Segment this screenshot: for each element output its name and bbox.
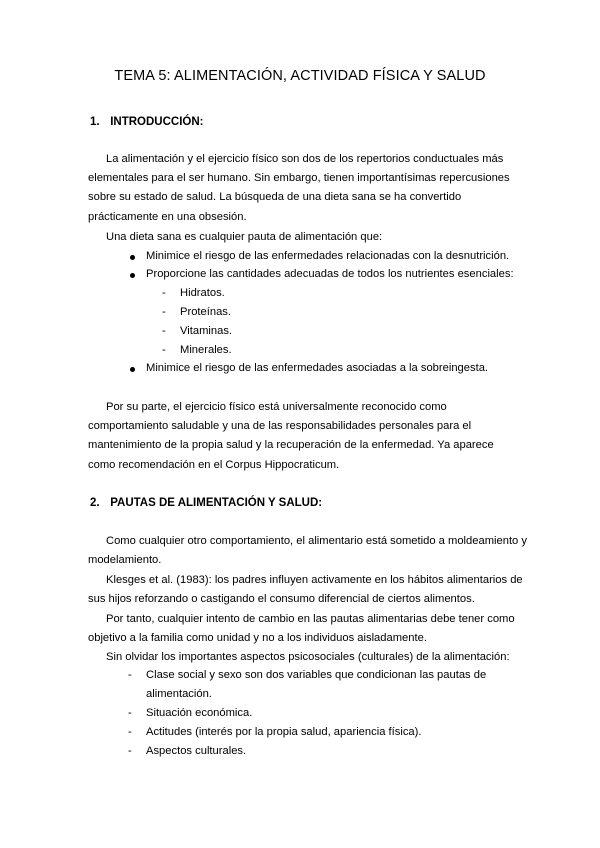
aspect-item-4 bbox=[128, 742, 516, 761]
nutrient-item-3 bbox=[162, 325, 233, 337]
section-1-title: INTRODUCCIÓN: bbox=[110, 116, 204, 128]
page-title: TEMA 5: ALIMENTACIÓN, ACTIVIDAD FÍSICA Y SALUD bbox=[114, 68, 486, 84]
nutrient-text: Minerales. bbox=[180, 344, 232, 356]
nutrient-text: Hidratos. bbox=[180, 287, 225, 299]
dash-mark: - bbox=[162, 287, 166, 299]
nutrient-item-1 bbox=[162, 287, 225, 299]
pautas-paragraph-4: Sin olvidar los importantes aspectos psicosociales (culturales) de la alimentación: bbox=[106, 651, 510, 663]
dash-mark: - bbox=[128, 726, 132, 738]
bullet-dot bbox=[130, 273, 135, 278]
intro-paragraph-2: Una dieta sana es cualquier pauta de alimentación que: bbox=[106, 231, 383, 243]
dash-mark: - bbox=[128, 669, 132, 681]
section-1-number: 1. bbox=[90, 116, 100, 128]
bullet-dot bbox=[130, 255, 135, 260]
pautas-paragraph-3: Por tanto, cualquier intento de cambio en las pautas alimentarias debe tener como objetivo a la familia como unidad y no a los individuos aisladamente. bbox=[88, 613, 515, 645]
bullet-text: Minimice el riesgo de las enfermedades relacionadas con la desnutrición. bbox=[146, 250, 510, 262]
section-2-title: PAUTAS DE ALIMENTACIÓN Y SALUD: bbox=[110, 497, 323, 509]
dash-mark: - bbox=[162, 344, 166, 356]
dash-mark: - bbox=[128, 707, 132, 719]
aspect-text: Clase social y sexo son dos variables que condicionan las pautas de alimentación. bbox=[146, 669, 487, 701]
bullet-dot bbox=[130, 367, 135, 372]
nutrient-text: Vitaminas. bbox=[180, 325, 233, 337]
nutrient-item-4 bbox=[162, 344, 232, 356]
pautas-paragraph-2: Klesges et al. (1983): los padres influyen activamente en los hábitos alimentarios de sus hijos reforzando o castigando el consumo diferencial de ciertos alimentos. bbox=[88, 574, 523, 606]
bullet-text: Minimice el riesgo de las enfermedades asociadas a la sobreingesta. bbox=[146, 362, 489, 374]
aspect-text: Aspectos culturales. bbox=[146, 745, 247, 757]
pautas-paragraph-1: Como cualquier otro comportamiento, el alimentario está sometido a moldeamiento y modelamiento. bbox=[88, 535, 527, 567]
nutrient-item-2 bbox=[162, 306, 231, 318]
aspect-item-3 bbox=[128, 723, 516, 742]
section-1-heading bbox=[90, 116, 203, 128]
section-2-heading bbox=[90, 497, 322, 509]
aspect-text: Situación económica. bbox=[146, 707, 253, 719]
aspect-item-1 bbox=[128, 666, 516, 704]
section-2-number: 2. bbox=[90, 497, 100, 509]
exercise-paragraph: Por su parte, el ejercicio físico está universalmente reconocido como comportamiento saludable y una de las responsabilidades personales para el mantenimiento de la propia salud y la recuperación de la enfermedad. Ya aparece como recomendación en el Corpus Hippocraticum. bbox=[88, 401, 494, 471]
bullet-item-3 bbox=[146, 362, 488, 374]
nutrient-text: Proteínas. bbox=[180, 306, 231, 318]
dash-mark: - bbox=[162, 306, 166, 318]
dash-mark: - bbox=[128, 745, 132, 757]
intro-paragraph-1: La alimentación y el ejercicio físico son dos de los repertorios conductuales más elementales para el ser humano. Sin embargo, tienen importantísimas repercusiones sobre su estado de salud. La búsqueda de una dieta sana se ha convertido prácticamente en una obsesión. bbox=[88, 153, 510, 223]
bullet-item-2 bbox=[146, 268, 514, 280]
dash-mark: - bbox=[162, 325, 166, 337]
bullet-item-1 bbox=[146, 250, 509, 262]
aspect-text: Actitudes (interés por la propia salud, apariencia física). bbox=[146, 726, 422, 738]
bullet-text: Proporcione las cantidades adecuadas de todos los nutrientes esenciales: bbox=[146, 268, 514, 280]
aspect-item-2 bbox=[128, 704, 516, 723]
